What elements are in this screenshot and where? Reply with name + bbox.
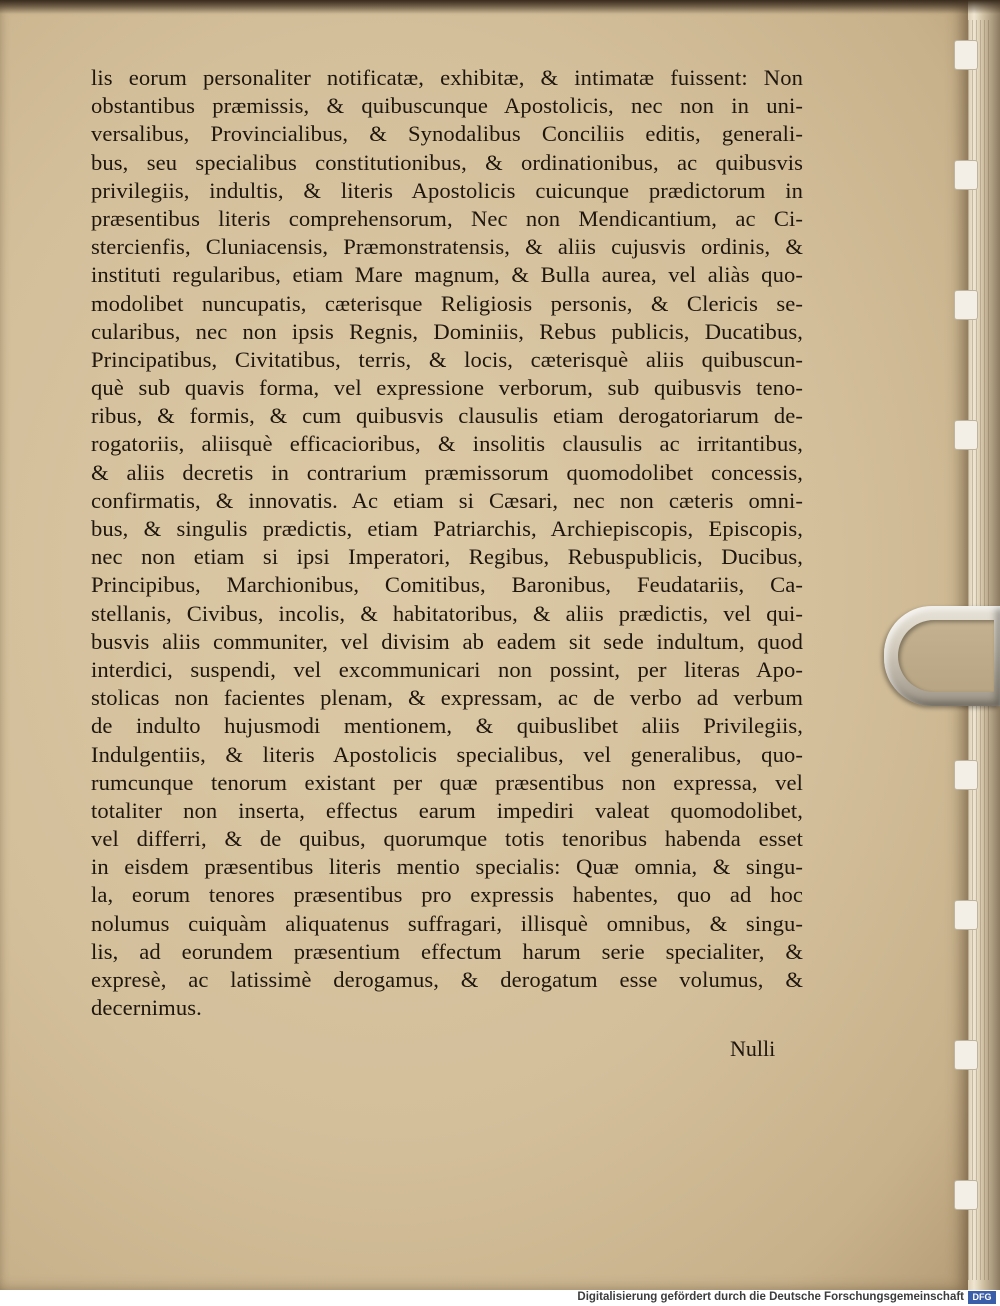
text-line: busvis aliis communiter, vel divisim ab eadem sit sede indultum, quod [91, 628, 803, 654]
page-marker-tab [954, 900, 978, 930]
page-marker-tab [954, 160, 978, 190]
text-line: lis, ad eorundem præsentium effectum harum serie specialiter, & [91, 938, 803, 964]
dfg-logo-icon: DFG [968, 1291, 996, 1304]
text-line: què sub quavis forma, vel expressione verborum, sub quibusvis teno- [91, 375, 803, 401]
page-marker-tab [954, 760, 978, 790]
text-line: confirmatis, & innovatis. Ac etiam si Cæsari, nec non cæteris omni- [91, 487, 803, 513]
text-line: ribus, & formis, & cum quibusvis clausulis etiam derogatoriarum de- [91, 403, 803, 429]
text-line: interdici, suspendi, vel excommunicari non possint, per literas Apo- [91, 656, 803, 682]
catchword: Nulli [730, 1036, 776, 1061]
text-line: Principatibus, Civitatibus, terris, & locis, cæterisquè aliis quibuscun- [91, 346, 803, 372]
text-line: decernimus. [91, 995, 202, 1021]
page-marker-tab [954, 290, 978, 320]
body-text [91, 64, 803, 1022]
text-line: rogatoriis, aliisquè efficacioribus, & insolitis clausulis ac irritantibus, [91, 431, 803, 457]
funding-note: Digitalisierung gefördert durch die Deutsche Forschungsgemeinschaft [577, 1291, 964, 1303]
digitization-footer [0, 1290, 1000, 1306]
page-marker-tab [954, 40, 978, 70]
text-line: Indulgentiis, & literis Apostolicis specialibus, vel generalibus, quo- [91, 741, 803, 767]
text-line: obstantibus præmissis, & quibuscunque Apostolicis, nec non in uni- [91, 93, 803, 119]
text-line: stolicas non facientes plenam, & expressam, ac de verbo ad verbum [91, 685, 803, 711]
page-marker-tab [954, 1040, 978, 1070]
text-line: Principibus, Marchionibus, Comitibus, Baronibus, Feudatariis, Ca- [91, 572, 803, 598]
text-line: & aliis decretis in contrarium præmissorum quomodolibet concessis, [91, 459, 803, 485]
text-line: de indulto hujusmodi mentionem, & quibuslibet aliis Privilegiis, [91, 713, 803, 739]
text-line: privilegiis, indultis, & literis Apostolicis cuicunque prædictorum in [91, 177, 803, 203]
text-line: stercienfis, Cluniacensis, Præmonstratensis, & aliis cujusvis ordinis, & [91, 234, 803, 260]
text-line: expresè, ac latissimè derogamus, & derogatum esse volumus, & [91, 967, 803, 992]
binder-clip [884, 606, 1000, 706]
page-marker-tab [954, 1180, 978, 1210]
text-line: præsentibus literis comprehensorum, Nec non Mendicantium, ac Ci- [91, 205, 803, 231]
text-line: la, eorum tenores præsentibus pro expressis habentes, quo ad hoc [91, 882, 803, 908]
text-line: versalibus, Provincialibus, & Synodalibus Conciliis editis, generali- [91, 121, 803, 147]
text-line: bus, seu specialibus constitutionibus, & ordinationibus, ac quibusvis [91, 149, 803, 175]
text-line: totaliter non inserta, effectus earum impediri valeat quomodolibet, [91, 797, 803, 823]
text-line: bus, & singulis prædictis, etiam Patriarchis, Archiepiscopis, Episcopis, [91, 516, 803, 541]
text-line: vel differri, & de quibus, quorumque totis tenoribus habenda esset [91, 826, 803, 852]
text-line: instituti regularibus, etiam Mare magnum, & Bulla aurea, vel aliàs quo- [91, 262, 803, 288]
text-line: lis eorum personaliter notificatæ, exhibitæ, & intimatæ fuissent: Non [91, 65, 803, 90]
binder-clip-opening [898, 620, 994, 692]
text-line: stellanis, Civibus, incolis, & habitatoribus, & aliis prædictis, vel qui- [91, 600, 803, 626]
text-line: nec non etiam si ipsi Imperatori, Regibus, Rebuspublicis, Ducibus, [91, 544, 803, 570]
text-line: in eisdem præsentibus literis mentio specialis: Quæ omnia, & singu- [91, 854, 803, 880]
text-line: rumcunque tenorum existant per quæ præsentibus non expressa, vel [91, 769, 803, 795]
page-marker-tab [954, 420, 978, 450]
text-line: modolibet nuncupatis, cæterisque Religiosis personis, & Clericis se- [91, 290, 803, 316]
scan-top-shadow [0, 0, 1000, 14]
text-line: nolumus cuiquàm aliquatenus suffragari, illisquè omnibus, & singu- [91, 910, 803, 936]
text-line: cularibus, nec non ipsis Regnis, Dominiis, Rebus publicis, Ducatibus, [91, 318, 803, 344]
